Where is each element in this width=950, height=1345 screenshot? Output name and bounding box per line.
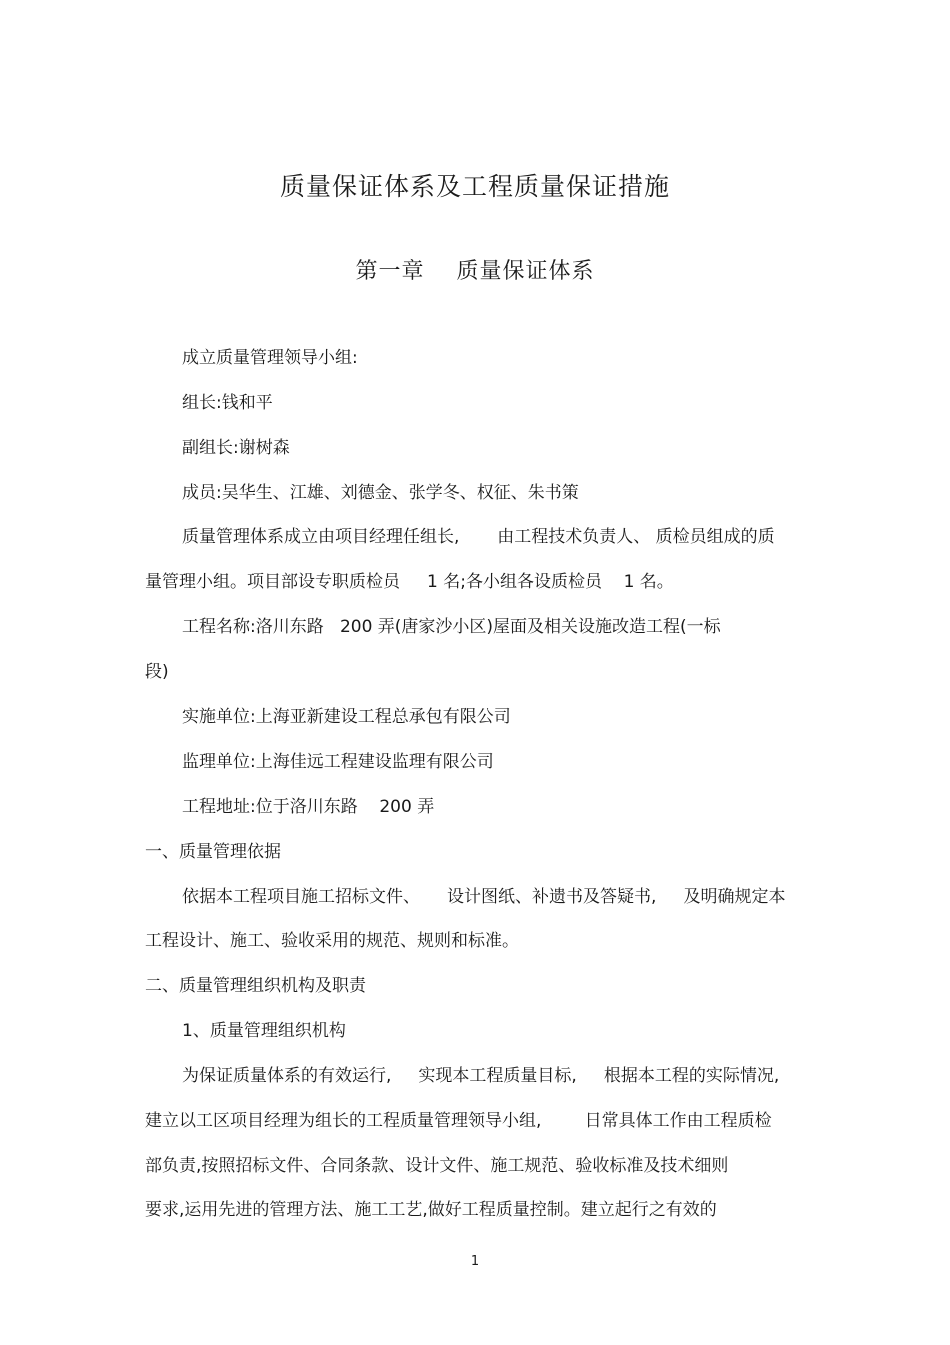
section-heading: 二、质量管理组织机构及职责 [145, 976, 366, 996]
paragraph-line: 副组长:谢树森 [182, 438, 290, 458]
paragraph-line: 依据本工程项目施工招标文件、 设计图纸、补遗书及答疑书, 及明确规定本 [182, 887, 786, 907]
paragraph-line: 为保证质量体系的有效运行, 实现本工程质量目标, 根据本工程的实际情况, [182, 1066, 780, 1086]
paragraph-line: 量管理小组。项目部设专职质检员 1 名;各小组各设质检员 1 名。 [145, 572, 674, 592]
paragraph-line: 建立以工区项目经理为组长的工程质量管理领导小组, 日常具体工作由工程质检 [145, 1111, 772, 1131]
paragraph-line: 要求,运用先进的管理方法、施工工艺,做好工程质量控制。建立起行之有效的 [145, 1200, 717, 1220]
section-heading: 一、质量管理依据 [145, 842, 281, 862]
paragraph-line: 工程名称:洛川东路 200 弄(唐家沙小区)屋面及相关设施改造工程(一标 [182, 617, 721, 637]
paragraph-line: 监理单位:上海佳远工程建设监理有限公司 [182, 752, 494, 772]
paragraph-line: 成立质量管理领导小组: [182, 348, 358, 368]
paragraph-line: 成员:吴华生、江雄、刘德金、张学冬、权征、朱书策 [182, 483, 579, 503]
paragraph-line: 工程设计、施工、验收采用的规范、规则和标准。 [145, 931, 519, 951]
paragraph-line: 部负责,按照招标文件、合同条款、设计文件、施工规范、验收标准及技术细则 [145, 1156, 729, 1176]
document-title: 质量保证体系及工程质量保证措施 [279, 172, 670, 201]
paragraph-line: 实施单位:上海亚新建设工程总承包有限公司 [182, 707, 511, 727]
paragraph-line: 质量管理体系成立由项目经理任组长, 由工程技术负责人、 质检员组成的质 [182, 527, 775, 547]
paragraph-line: 段) [145, 662, 169, 682]
paragraph-line: 工程地址:位于洛川东路 200 弄 [182, 797, 435, 817]
subsection-heading: 1、质量管理组织机构 [182, 1021, 346, 1041]
chapter-title: 第一章 质量保证体系 [355, 259, 595, 284]
paragraph-line: 组长:钱和平 [182, 393, 273, 413]
page-number: 1 [470, 1254, 480, 1269]
